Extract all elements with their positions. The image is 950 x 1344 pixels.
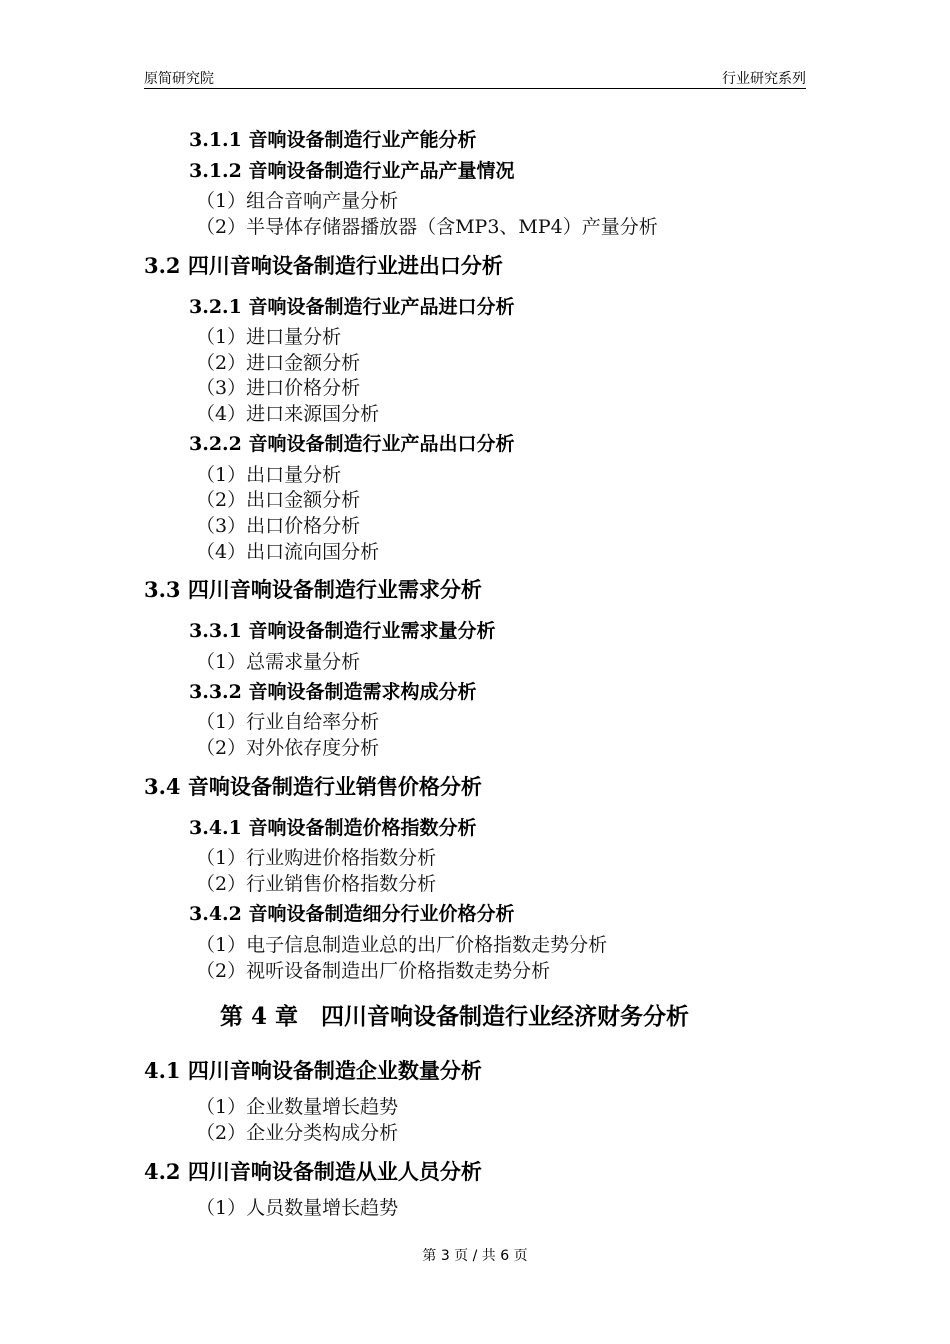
toc-h3-entry: 3.1.2 音响设备制造行业产品产量情况 — [189, 160, 515, 182]
toc-h3-entry: 3.3.1 音响设备制造行业需求量分析 — [189, 620, 496, 642]
toc-item-entry: （2）出口金额分析 — [196, 489, 361, 511]
toc-item-entry: （1）行业自给率分析 — [196, 711, 380, 733]
toc-h2-entry: 3.4 音响设备制造行业销售价格分析 — [144, 774, 482, 799]
header-series-name: 行业研究系列 — [722, 71, 806, 87]
toc-h3-entry: 3.1.1 音响设备制造行业产能分析 — [189, 129, 477, 151]
toc-h3-entry: 3.4.2 音响设备制造细分行业价格分析 — [189, 903, 515, 925]
page-number: 第 3 页 / 共 6 页 — [422, 1248, 528, 1264]
toc-item-entry: （1）企业数量增长趋势 — [196, 1096, 399, 1118]
page-footer — [0, 1245, 950, 1265]
page-header — [144, 66, 806, 89]
toc-h2-entry: 3.2 四川音响设备制造行业进出口分析 — [144, 253, 503, 278]
toc-item-entry: （2）对外依存度分析 — [196, 737, 380, 759]
toc-h2-entry: 4.1 四川音响设备制造企业数量分析 — [144, 1058, 482, 1083]
toc-item-entry: （1）进口量分析 — [196, 326, 342, 348]
toc-item-entry: （4）出口流向国分析 — [196, 541, 380, 563]
toc-item-entry: （1）人员数量增长趋势 — [196, 1197, 399, 1219]
toc-item-entry: （1）行业购进价格指数分析 — [196, 847, 437, 869]
toc-item-entry: （2）企业分类构成分析 — [196, 1122, 399, 1144]
toc-h3-entry: 3.2.2 音响设备制造行业产品出口分析 — [189, 433, 515, 455]
toc-item-entry: （1）电子信息制造业总的出厂价格指数走势分析 — [196, 934, 608, 956]
toc-item-entry: （1）出口量分析 — [196, 464, 342, 486]
header-org-name: 原简研究院 — [144, 71, 214, 87]
toc-item-entry: （3）出口价格分析 — [196, 515, 361, 537]
toc-h3-entry: 3.3.2 音响设备制造需求构成分析 — [189, 681, 477, 703]
toc-h3-entry: 3.2.1 音响设备制造行业产品进口分析 — [189, 296, 515, 318]
toc-item-entry: （2）进口金额分析 — [196, 352, 361, 374]
toc-item-entry: （2）半导体存储器播放器（含MP3、MP4）产量分析 — [196, 216, 658, 238]
toc-item-entry: （2）视听设备制造出厂价格指数走势分析 — [196, 960, 551, 982]
toc-item-entry: （2）行业销售价格指数分析 — [196, 873, 437, 895]
toc-h2-entry: 3.3 四川音响设备制造行业需求分析 — [144, 577, 482, 602]
toc-h2-entry: 4.2 四川音响设备制造从业人员分析 — [144, 1159, 482, 1184]
toc-item-entry: （4）进口来源国分析 — [196, 403, 380, 425]
toc-item-entry: （1）组合音响产量分析 — [196, 190, 399, 212]
toc-item-entry: （3）进口价格分析 — [196, 377, 361, 399]
toc-item-entry: （1）总需求量分析 — [196, 651, 361, 673]
toc-chapter-entry: 第 4 章 四川音响设备制造行业经济财务分析 — [220, 1003, 690, 1030]
toc-h3-entry: 3.4.1 音响设备制造价格指数分析 — [189, 817, 477, 839]
